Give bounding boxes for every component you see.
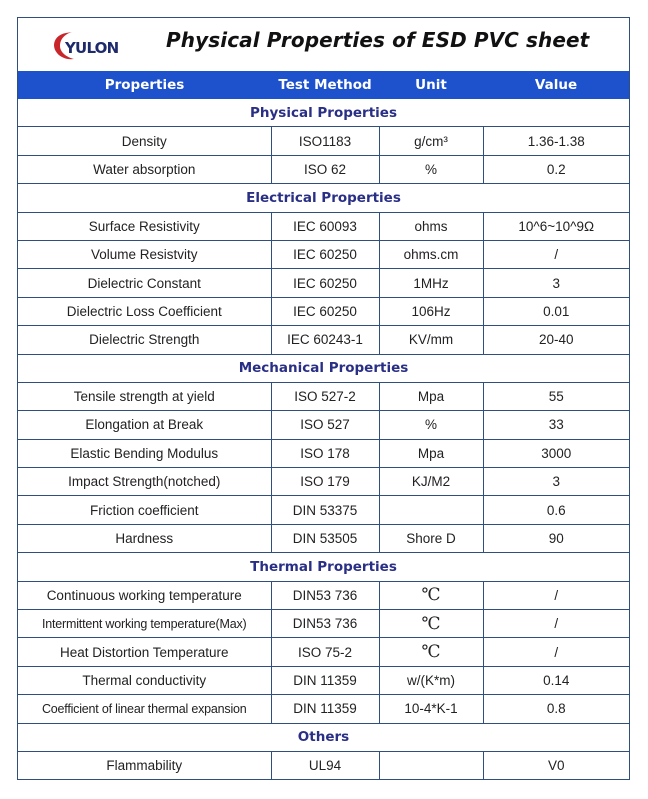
cell-value: 0.01 xyxy=(483,297,629,325)
column-header-unit: Unit xyxy=(415,77,447,93)
cell-method: UL94 xyxy=(271,751,379,779)
cell-property: Thermal conductivity xyxy=(18,666,271,694)
cell-unit: Shore D xyxy=(379,524,483,552)
cell-unit: ohms.cm xyxy=(379,240,483,268)
cell-unit: 1MHz xyxy=(379,269,483,297)
column-header-value: Value xyxy=(534,77,578,93)
table-row xyxy=(18,155,629,183)
cell-unit: % xyxy=(379,411,483,439)
cell-value: 55 xyxy=(483,382,629,410)
cell-method: ISO 75-2 xyxy=(271,638,379,666)
cell-value: 90 xyxy=(483,524,629,552)
cell-value: 0.14 xyxy=(483,666,629,694)
cell-property: Friction coefficient xyxy=(18,496,271,524)
cell-value: 33 xyxy=(483,411,629,439)
cell-property: Dielectric Loss Coefficient xyxy=(18,297,271,325)
cell-property: Elastic Bending Modulus xyxy=(18,439,271,467)
cell-value: / xyxy=(483,240,629,268)
table-row xyxy=(18,638,629,666)
cell-method: DIN53 736 xyxy=(271,581,379,609)
cell-method: DIN 53505 xyxy=(271,524,379,552)
cell-value: 20-40 xyxy=(483,326,629,354)
cell-method: IEC 60250 xyxy=(271,297,379,325)
section-row xyxy=(18,184,629,212)
cell-property: Density xyxy=(18,127,271,155)
cell-method: IEC 60250 xyxy=(271,269,379,297)
cell-value: 0.8 xyxy=(483,695,629,723)
section-title-others: Others xyxy=(18,723,629,751)
cell-method: DIN 11359 xyxy=(271,666,379,694)
table-row xyxy=(18,411,629,439)
table-row xyxy=(18,326,629,354)
cell-value: 3000 xyxy=(483,439,629,467)
cell-property: Flammability xyxy=(18,751,271,779)
datasheet xyxy=(17,17,630,780)
cell-method: DIN 53375 xyxy=(271,496,379,524)
cell-unit: Mpa xyxy=(379,439,483,467)
table-row xyxy=(18,212,629,240)
cell-method: IEC 60243-1 xyxy=(271,326,379,354)
logo-swoosh-icon xyxy=(52,30,132,62)
cell-property: Dielectric Constant xyxy=(18,269,271,297)
section-row xyxy=(18,553,629,581)
cell-value: / xyxy=(483,610,629,638)
section-title-mechanical: Mechanical Properties xyxy=(18,354,629,382)
column-header-test-method: Test Method xyxy=(278,77,372,93)
column-header-properties: Properties xyxy=(104,77,185,93)
table-row xyxy=(18,439,629,467)
cell-unit: ohms xyxy=(379,212,483,240)
section-row xyxy=(18,99,629,127)
cell-unit: g/cm³ xyxy=(379,127,483,155)
cell-method: ISO 527-2 xyxy=(271,382,379,410)
cell-property: Coefficient of linear thermal expansion xyxy=(18,695,271,723)
cell-property: Continuous working temperature xyxy=(18,581,271,609)
cell-value: 10^6~10^9Ω xyxy=(483,212,629,240)
cell-value: 0.2 xyxy=(483,155,629,183)
cell-method: ISO1183 xyxy=(271,127,379,155)
cell-value: 3 xyxy=(483,269,629,297)
cell-property: Dielectric Strength xyxy=(18,326,271,354)
cell-unit xyxy=(379,496,483,524)
cell-unit: 10-4*K-1 xyxy=(379,695,483,723)
table-row xyxy=(18,581,629,609)
table-row xyxy=(18,240,629,268)
cell-method: ISO 178 xyxy=(271,439,379,467)
table-row xyxy=(18,297,629,325)
cell-value: 1.36-1.38 xyxy=(483,127,629,155)
table-row xyxy=(18,496,629,524)
cell-unit: % xyxy=(379,155,483,183)
section-title-physical: Physical Properties xyxy=(18,99,629,127)
cell-unit: KV/mm xyxy=(379,326,483,354)
cell-value: / xyxy=(483,581,629,609)
table-row xyxy=(18,666,629,694)
cell-method: ISO 62 xyxy=(271,155,379,183)
cell-unit: ℃ xyxy=(379,581,483,609)
svg-text:YULON: YULON xyxy=(65,39,119,57)
cell-property: Water absorption xyxy=(18,155,271,183)
cell-unit: KJ/M2 xyxy=(379,468,483,496)
page-title: Physical Properties of ESD PVC sheet xyxy=(166,28,590,52)
table-row xyxy=(18,382,629,410)
section-row xyxy=(18,723,629,751)
cell-value: V0 xyxy=(483,751,629,779)
cell-method: IEC 60250 xyxy=(271,240,379,268)
cell-unit: w/(K*m) xyxy=(379,666,483,694)
cell-value: / xyxy=(483,638,629,666)
table-header-row xyxy=(18,71,629,99)
properties-table xyxy=(18,71,629,779)
cell-property: Surface Resistivity xyxy=(18,212,271,240)
cell-value: 3 xyxy=(483,468,629,496)
section-title-electrical: Electrical Properties xyxy=(18,184,629,212)
table-row xyxy=(18,695,629,723)
cell-method: IEC 60093 xyxy=(271,212,379,240)
cell-method: ISO 527 xyxy=(271,411,379,439)
section-title-thermal: Thermal Properties xyxy=(18,553,629,581)
cell-method: ISO 179 xyxy=(271,468,379,496)
cell-unit xyxy=(379,751,483,779)
cell-property: Impact Strength(notched) xyxy=(18,468,271,496)
cell-property: Elongation at Break xyxy=(18,411,271,439)
cell-unit: 106Hz xyxy=(379,297,483,325)
table-row xyxy=(18,468,629,496)
section-row xyxy=(18,354,629,382)
cell-unit: Mpa xyxy=(379,382,483,410)
title-bar xyxy=(18,18,629,71)
cell-property: Hardness xyxy=(18,524,271,552)
table-row xyxy=(18,610,629,638)
table-row xyxy=(18,269,629,297)
cell-property: Heat Distortion Temperature xyxy=(18,638,271,666)
yulon-logo xyxy=(52,30,132,62)
cell-value: 0.6 xyxy=(483,496,629,524)
cell-unit: ℃ xyxy=(379,638,483,666)
cell-method: DIN 11359 xyxy=(271,695,379,723)
cell-property: Tensile strength at yield xyxy=(18,382,271,410)
cell-property: Volume Resistvity xyxy=(18,240,271,268)
table-row xyxy=(18,524,629,552)
cell-unit: ℃ xyxy=(379,610,483,638)
table-row xyxy=(18,751,629,779)
cell-method: DIN53 736 xyxy=(271,610,379,638)
table-row xyxy=(18,127,629,155)
cell-property: Intermittent working temperature(Max) xyxy=(18,610,271,638)
